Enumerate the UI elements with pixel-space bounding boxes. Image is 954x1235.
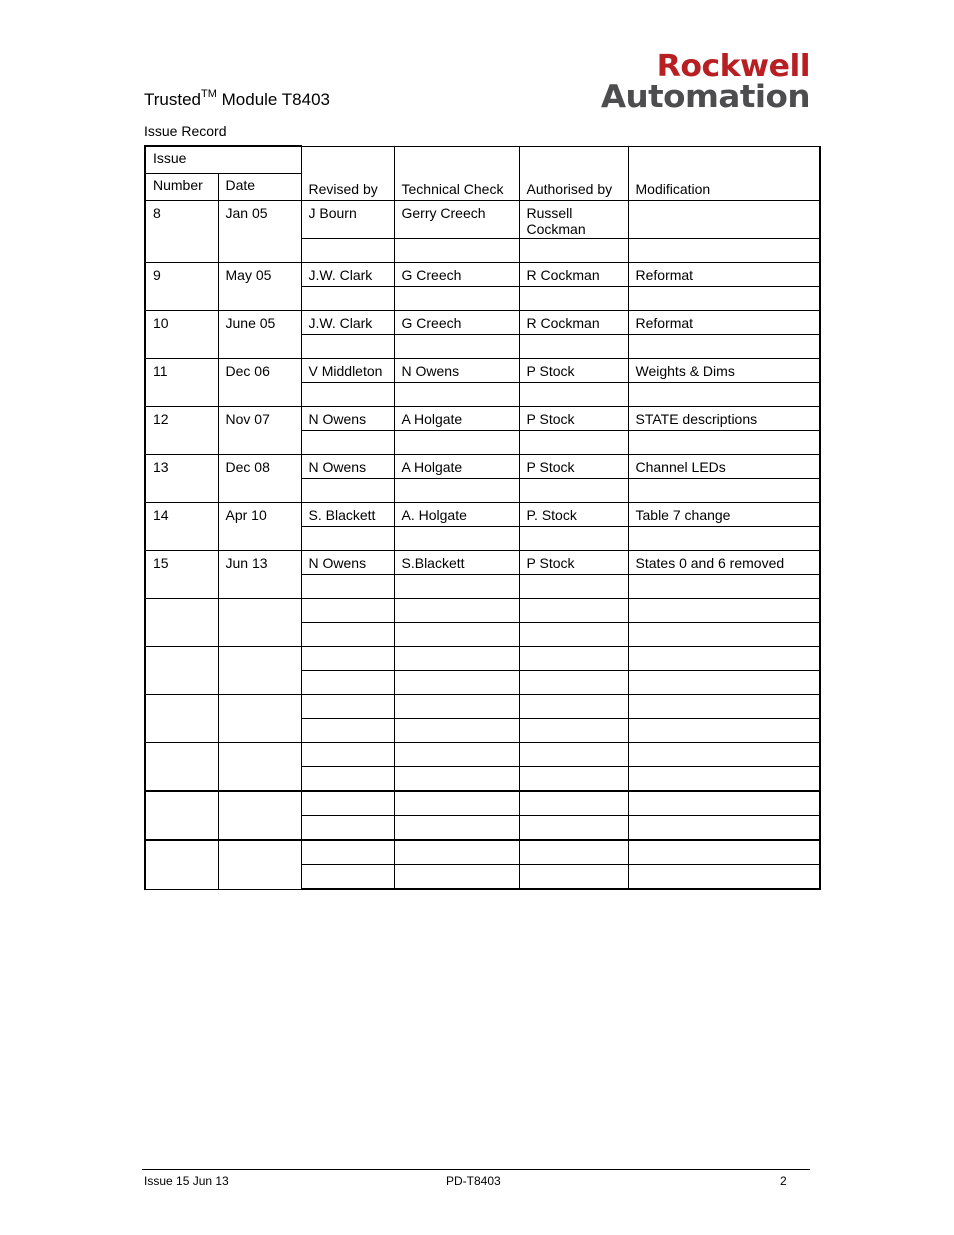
technical-check-cell-blank (394, 816, 519, 841)
footer-rule (142, 1169, 810, 1170)
modification-cell (628, 840, 820, 865)
authorised-by-cell (519, 647, 628, 671)
issue-date-cell: Apr 10 (218, 503, 301, 551)
modification-cell-blank (628, 623, 820, 647)
trademark-superscript: TM (201, 88, 217, 100)
revised-by-cell-blank (301, 431, 394, 455)
revised-by-cell-blank (301, 865, 394, 890)
issue-number-cell (145, 791, 218, 840)
issue-number-cell (145, 840, 218, 889)
revised-by-cell-blank (301, 719, 394, 743)
technical-check-cell: G Creech (394, 263, 519, 287)
modification-cell-blank (628, 239, 820, 263)
modification-cell-blank (628, 575, 820, 599)
authorised-by-cell-blank (519, 767, 628, 792)
section-label: Issue Record (144, 123, 227, 139)
footer-document-id: PD-T8403 (446, 1174, 501, 1188)
table-row (145, 503, 820, 527)
table-row (145, 201, 820, 239)
modification-cell (628, 695, 820, 719)
technical-check-cell-blank (394, 383, 519, 407)
revised-by-cell-blank (301, 767, 394, 792)
revised-by-cell-blank (301, 383, 394, 407)
technical-check-cell (394, 599, 519, 623)
table-row (145, 791, 820, 816)
technical-check-cell-blank (394, 719, 519, 743)
revised-by-cell-blank (301, 287, 394, 311)
issue-record-table (144, 145, 821, 890)
modification-cell: States 0 and 6 removed (628, 551, 820, 575)
authorised-by-cell: P Stock (519, 359, 628, 383)
technical-check-cell (394, 791, 519, 816)
revised-by-cell-blank (301, 335, 394, 359)
technical-check-cell: A Holgate (394, 407, 519, 431)
issue-number-cell (145, 695, 218, 743)
header-date: Date (218, 174, 301, 201)
modification-cell-blank (628, 767, 820, 792)
issue-date-cell (218, 647, 301, 695)
technical-check-cell (394, 647, 519, 671)
authorised-by-cell: P Stock (519, 551, 628, 575)
issue-date-cell: Jun 13 (218, 551, 301, 599)
modification-cell (628, 791, 820, 816)
header-issue-cell: Issue (145, 146, 301, 174)
authorised-by-cell-blank (519, 239, 628, 263)
table-row (145, 695, 820, 719)
authorised-by-cell-blank (519, 865, 628, 890)
issue-number-cell: 13 (145, 455, 218, 503)
authorised-by-cell: P Stock (519, 407, 628, 431)
issue-date-cell: Jan 05 (218, 201, 301, 263)
authorised-by-cell-blank (519, 479, 628, 503)
issue-number-cell: 12 (145, 407, 218, 455)
modification-cell: Weights & Dims (628, 359, 820, 383)
revised-by-cell-blank (301, 575, 394, 599)
issue-number-cell: 14 (145, 503, 218, 551)
revised-by-cell-blank (301, 671, 394, 695)
revised-by-cell (301, 743, 394, 767)
issue-number-cell: 10 (145, 311, 218, 359)
technical-check-cell: S.Blackett (394, 551, 519, 575)
revised-by-cell: J.W. Clark (301, 311, 394, 335)
technical-check-cell-blank (394, 623, 519, 647)
table-row (145, 551, 820, 575)
authorised-by-cell: P Stock (519, 455, 628, 479)
modification-cell-blank (628, 865, 820, 890)
technical-check-cell-blank (394, 287, 519, 311)
footer-page-number: 2 (780, 1174, 787, 1188)
authorised-by-cell (519, 599, 628, 623)
modification-cell-blank (628, 479, 820, 503)
issue-date-cell (218, 599, 301, 647)
modification-cell-blank (628, 719, 820, 743)
table-row (145, 743, 820, 767)
header-number: Number (145, 174, 218, 201)
table-row (145, 647, 820, 671)
revised-by-cell-blank (301, 623, 394, 647)
technical-check-cell: Gerry Creech (394, 201, 519, 239)
authorised-by-cell (519, 743, 628, 767)
revised-by-cell: N Owens (301, 455, 394, 479)
technical-check-cell-blank (394, 239, 519, 263)
technical-check-cell-blank (394, 865, 519, 890)
authorised-by-cell: R Cockman (519, 311, 628, 335)
modification-cell-blank (628, 335, 820, 359)
authorised-by-cell: R Cockman (519, 263, 628, 287)
footer-issue: Issue 15 Jun 13 (144, 1174, 229, 1188)
revised-by-cell-blank (301, 527, 394, 551)
modification-cell: Channel LEDs (628, 455, 820, 479)
issue-number-cell (145, 743, 218, 792)
table-row (145, 311, 820, 335)
authorised-by-cell: Russell Cockman (519, 201, 628, 239)
revised-by-cell: J.W. Clark (301, 263, 394, 287)
title-rest: Module T8403 (216, 90, 331, 109)
issue-number-cell: 11 (145, 359, 218, 407)
technical-check-cell-blank (394, 335, 519, 359)
modification-cell-blank (628, 816, 820, 841)
modification-cell: Reformat (628, 311, 820, 335)
issue-number-cell: 8 (145, 201, 218, 263)
table-row (145, 599, 820, 623)
title-main: Trusted (144, 90, 202, 109)
authorised-by-cell-blank (519, 431, 628, 455)
modification-cell (628, 201, 820, 239)
authorised-by-cell-blank (519, 335, 628, 359)
header-authorised-by: Authorised by (519, 146, 628, 201)
technical-check-cell-blank (394, 767, 519, 792)
modification-cell-blank (628, 431, 820, 455)
revised-by-cell: N Owens (301, 407, 394, 431)
header-modification: Modification (628, 146, 820, 201)
technical-check-cell-blank (394, 575, 519, 599)
table-row (145, 455, 820, 479)
revised-by-cell: V Middleton (301, 359, 394, 383)
issue-date-cell: Nov 07 (218, 407, 301, 455)
modification-cell-blank (628, 527, 820, 551)
revised-by-cell (301, 695, 394, 719)
revised-by-cell-blank (301, 479, 394, 503)
issue-date-cell (218, 840, 301, 889)
revised-by-cell: S. Blackett (301, 503, 394, 527)
revised-by-cell-blank (301, 239, 394, 263)
revised-by-cell (301, 647, 394, 671)
modification-cell (628, 647, 820, 671)
authorised-by-cell (519, 840, 628, 865)
authorised-by-cell-blank (519, 575, 628, 599)
modification-cell (628, 743, 820, 767)
technical-check-cell (394, 840, 519, 865)
technical-check-cell: A. Holgate (394, 503, 519, 527)
logo-line-automation: Automation (600, 79, 810, 115)
issue-date-cell: May 05 (218, 263, 301, 311)
modification-cell: Reformat (628, 263, 820, 287)
authorised-by-cell-blank (519, 719, 628, 743)
authorised-by-cell: P. Stock (519, 503, 628, 527)
technical-check-cell (394, 743, 519, 767)
header-technical-check: Technical Check (394, 146, 519, 201)
technical-check-cell-blank (394, 527, 519, 551)
revised-by-cell-blank (301, 816, 394, 841)
modification-cell-blank (628, 287, 820, 311)
issue-number-cell: 15 (145, 551, 218, 599)
revised-by-cell: N Owens (301, 551, 394, 575)
authorised-by-cell-blank (519, 816, 628, 841)
authorised-by-cell-blank (519, 623, 628, 647)
issue-number-cell: 9 (145, 263, 218, 311)
technical-check-cell-blank (394, 431, 519, 455)
document-title (144, 88, 330, 112)
revised-by-cell (301, 840, 394, 865)
modification-cell-blank (628, 383, 820, 407)
issue-date-cell (218, 743, 301, 792)
table-row (145, 840, 820, 865)
table-row (145, 263, 820, 287)
modification-cell (628, 599, 820, 623)
issue-number-cell (145, 599, 218, 647)
authorised-by-cell-blank (519, 287, 628, 311)
revised-by-cell (301, 599, 394, 623)
rockwell-automation-logo (574, 49, 810, 115)
technical-check-cell-blank (394, 479, 519, 503)
revised-by-cell: J Bourn (301, 201, 394, 239)
technical-check-cell (394, 695, 519, 719)
issue-date-cell: Dec 08 (218, 455, 301, 503)
issue-date-cell: June 05 (218, 311, 301, 359)
table-row (145, 407, 820, 431)
issue-date-cell: Dec 06 (218, 359, 301, 407)
table-row (145, 359, 820, 383)
revised-by-cell (301, 791, 394, 816)
technical-check-cell-blank (394, 671, 519, 695)
issue-number-cell (145, 647, 218, 695)
technical-check-cell: N Owens (394, 359, 519, 383)
authorised-by-cell-blank (519, 671, 628, 695)
technical-check-cell: G Creech (394, 311, 519, 335)
logo-line-rockwell: Rockwell (656, 49, 810, 84)
issue-date-cell (218, 791, 301, 840)
table-header-row-1 (145, 146, 820, 174)
modification-cell-blank (628, 671, 820, 695)
authorised-by-cell (519, 791, 628, 816)
issue-date-cell (218, 695, 301, 743)
modification-cell: Table 7 change (628, 503, 820, 527)
authorised-by-cell-blank (519, 383, 628, 407)
authorised-by-cell (519, 695, 628, 719)
header-revised-by: Revised by (301, 146, 394, 201)
modification-cell: STATE descriptions (628, 407, 820, 431)
authorised-by-cell-blank (519, 527, 628, 551)
technical-check-cell: A Holgate (394, 455, 519, 479)
